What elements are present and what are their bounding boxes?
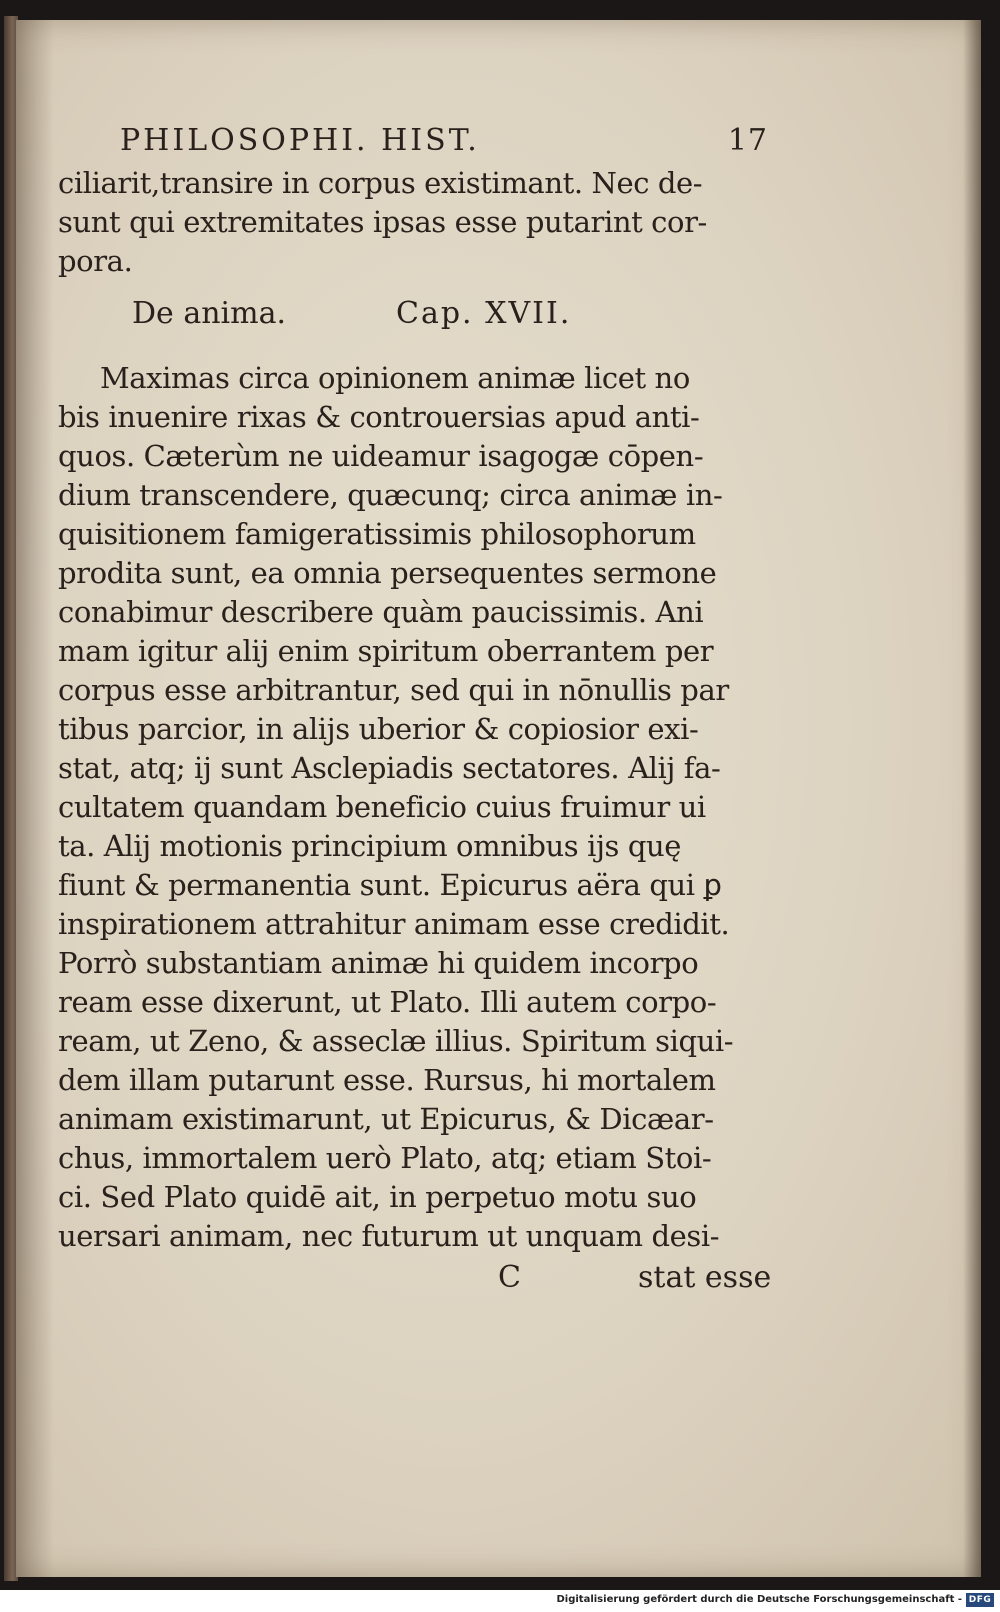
funding-credit: Digitalisierung gefördert durch die Deutsche Forschungsgemeinschaft - [556,1594,962,1605]
text-line: quisitionem famigeratissimis philosophorum [58,517,696,551]
running-head [58,118,788,164]
text-line: corpus esse arbitrantur, sed qui in nōnullis par [58,673,729,707]
book-page [16,20,981,1577]
chapter-title: De anima. [132,296,287,331]
text-line: dium transcendere, quæcunq; circa animæ in- [58,478,723,512]
text-line: Maximas circa opinionem animæ licet no [100,361,690,395]
dfg-logo: DFG [966,1593,994,1607]
text-line: dem illam putarunt esse. Rursus, hi mortalem [58,1063,716,1097]
catchword: stat esse [638,1260,772,1295]
running-head-title: PHILOSOPHI. HIST. [120,123,480,158]
preceding-paragraph [58,164,788,281]
text-line: stat, atq; ij sunt Asclepiadis sectatores. Alij fa- [58,751,721,785]
digitization-footer [0,1590,1000,1612]
chapter-heading [58,289,788,339]
text-line: inspirationem attrahitur animam esse credidit. [58,907,730,941]
text-line: sunt qui extremitates ipsas esse putarint cor- [58,205,707,239]
text-line: uersari animam, nec futurum ut unquam desi- [58,1219,720,1253]
text-block [58,118,788,1300]
text-line: quos. Cæterùm ne uideamur isagogæ cōpen- [58,439,704,473]
signature-catchword-line [58,1256,788,1300]
page-number: 17 [727,123,768,158]
text-line: tibus parcior, in alijs uberior & copiosior exi- [58,712,699,746]
text-line: cultatem quandam beneficio cuius fruimur ui [58,790,706,824]
chapter-body [58,359,788,1256]
chapter-number: Cap. XVII. [396,296,572,331]
text-line: prodita sunt, ea omnia persequentes sermone [58,556,717,590]
text-line: animam existimarunt, ut Epicurus, & Dicæar- [58,1102,714,1136]
text-line: Porrò substantiam animæ hi quidem incorpo [58,946,699,980]
text-line: ciliarit,transire in corpus existimant. Nec de- [58,166,703,200]
text-line: pora. [58,244,133,278]
text-line: chus, immortalem uerò Plato, atq; etiam Stoi- [58,1141,712,1175]
text-line: conabimur describere quàm paucissimis. Ani [58,595,704,629]
text-line: fiunt & permanentia sunt. Epicurus aëra qui ꝑ [58,868,722,902]
signature-mark: C [498,1260,521,1295]
text-line: ream esse dixerunt, ut Plato. Illi autem corpo- [58,985,717,1019]
text-line: ci. Sed Plato quidē ait, in perpetuo motu suo [58,1180,697,1214]
text-line: ream, ut Zeno, & asseclæ illius. Spiritum siqui- [58,1024,734,1058]
text-line: bis inuenire rixas & controuersias apud anti- [58,400,700,434]
text-line: ta. Alij motionis principium omnibus ijs quę [58,829,682,863]
text-line: mam igitur alij enim spiritum oberrantem per [58,634,714,668]
